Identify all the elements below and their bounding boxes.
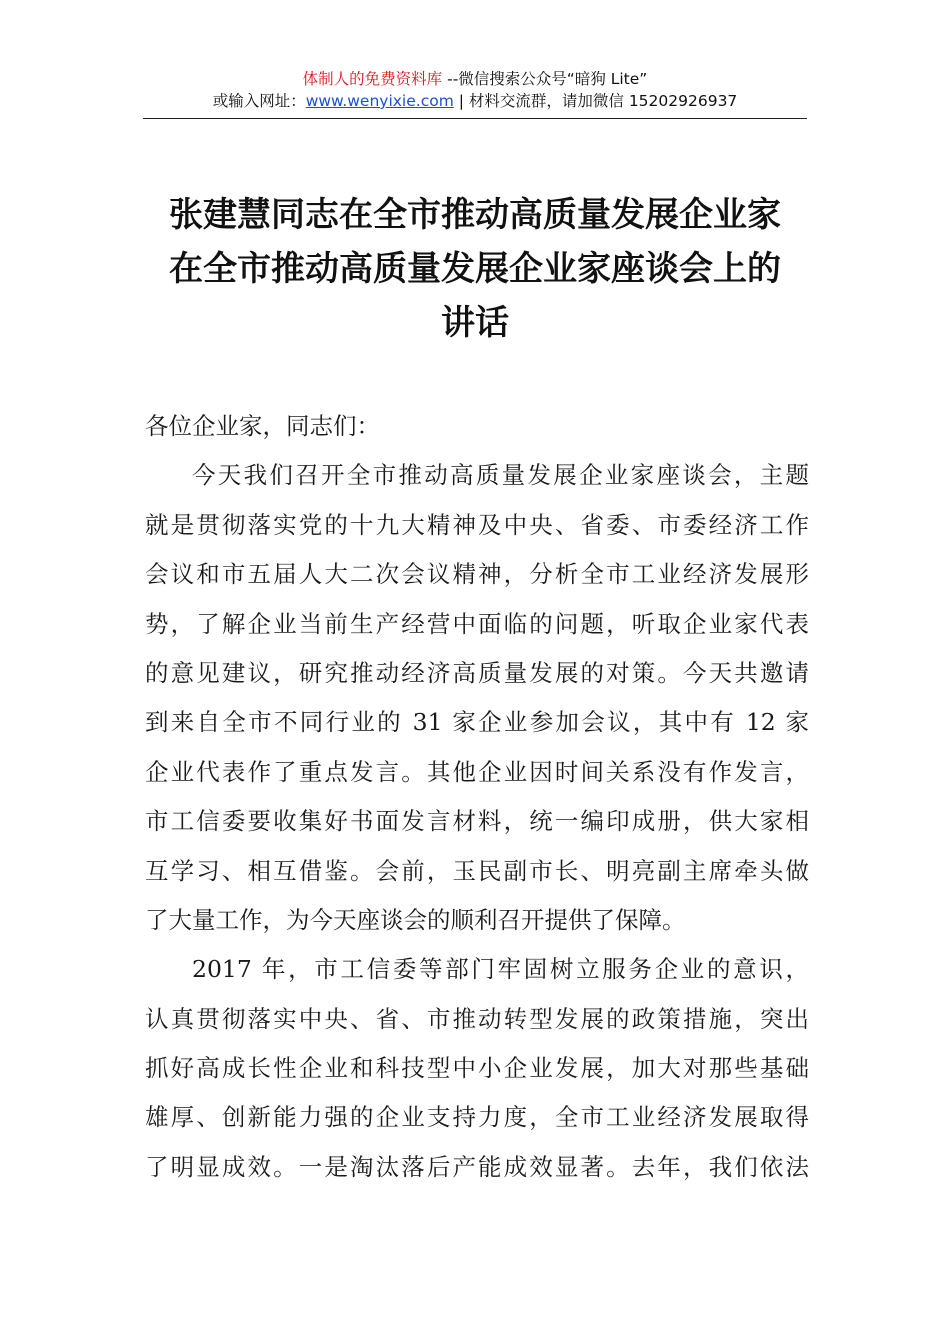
paragraph-1-line: 企业代表作了重点发言。其他企业因时间关系没有作发言， (145, 757, 809, 786)
header-subtitle: --微信搜索公众号“暗狗 Lite” (442, 70, 648, 88)
paragraph-1-line: 了大量工作，为今天座谈会的顺利召开提供了保障。 (145, 905, 686, 934)
paragraph-1-line: 到来自全市不同行业的 31 家企业参加会议，其中有 12 家 (145, 708, 809, 737)
header-contact-line (143, 90, 807, 112)
paragraph-2-line: 抓好高成长性企业和科技型中小企业发展，加大对那些基础 (145, 1054, 809, 1083)
paragraph-1-line: 今天我们召开全市推动高质量发展企业家座谈会，主题 (192, 461, 809, 490)
header-brand: 体制人的免费资料库 (302, 70, 443, 88)
document-body (145, 402, 809, 1192)
header-url-prefix: 或输入网址： (212, 92, 306, 110)
paragraph-1-line: 势，了解企业当前生产经营中面临的问题，听取企业家代表 (145, 609, 809, 638)
header-website-link[interactable]: www.wenyixie.com (305, 92, 454, 110)
header-promo-line (143, 68, 807, 90)
paragraph-1-line: 互学习、相互借鉴。会前，玉民副市长、明亮副主席牵头做 (145, 856, 809, 885)
paragraph-1-line: 市工信委要收集好书面发言材料，统一编印成册，供大家相 (145, 807, 809, 836)
paragraph-2-line: 认真贯彻落实中央、省、市推动转型发展的政策措施，突出 (145, 1004, 809, 1033)
document-header (143, 68, 807, 112)
title-line-1: 张建慧同志在全市推动高质量发展企业家 (169, 195, 781, 235)
title-line-2: 在全市推动高质量发展企业家座谈会上的 (169, 249, 781, 289)
paragraph-2-line: 了明显成效。一是淘汰落后产能成效显著。去年，我们依法 (145, 1152, 809, 1181)
paragraph-2-line: 雄厚、创新能力强的企业支持力度，全市工业经济发展取得 (145, 1103, 809, 1132)
salutation: 各位企业家，同志们： (145, 412, 380, 440)
header-wechat-info: | 材料交流群，请加微信 15202926937 (453, 92, 738, 110)
header-divider (143, 118, 807, 119)
paragraph-1-line: 就是贯彻落实党的十九大精神及中央、省委、市委经济工作 (145, 510, 809, 539)
document-title (120, 188, 830, 350)
title-line-3: 讲话 (441, 303, 509, 343)
paragraph-1-line: 会议和市五届人大二次会议精神，分析全市工业经济发展形 (145, 560, 809, 589)
paragraph-1-line: 的意见建议，研究推动经济高质量发展的对策。今天共邀请 (145, 658, 809, 687)
paragraph-2-line: 2017 年，市工信委等部门牢固树立服务企业的意识， (192, 955, 809, 984)
